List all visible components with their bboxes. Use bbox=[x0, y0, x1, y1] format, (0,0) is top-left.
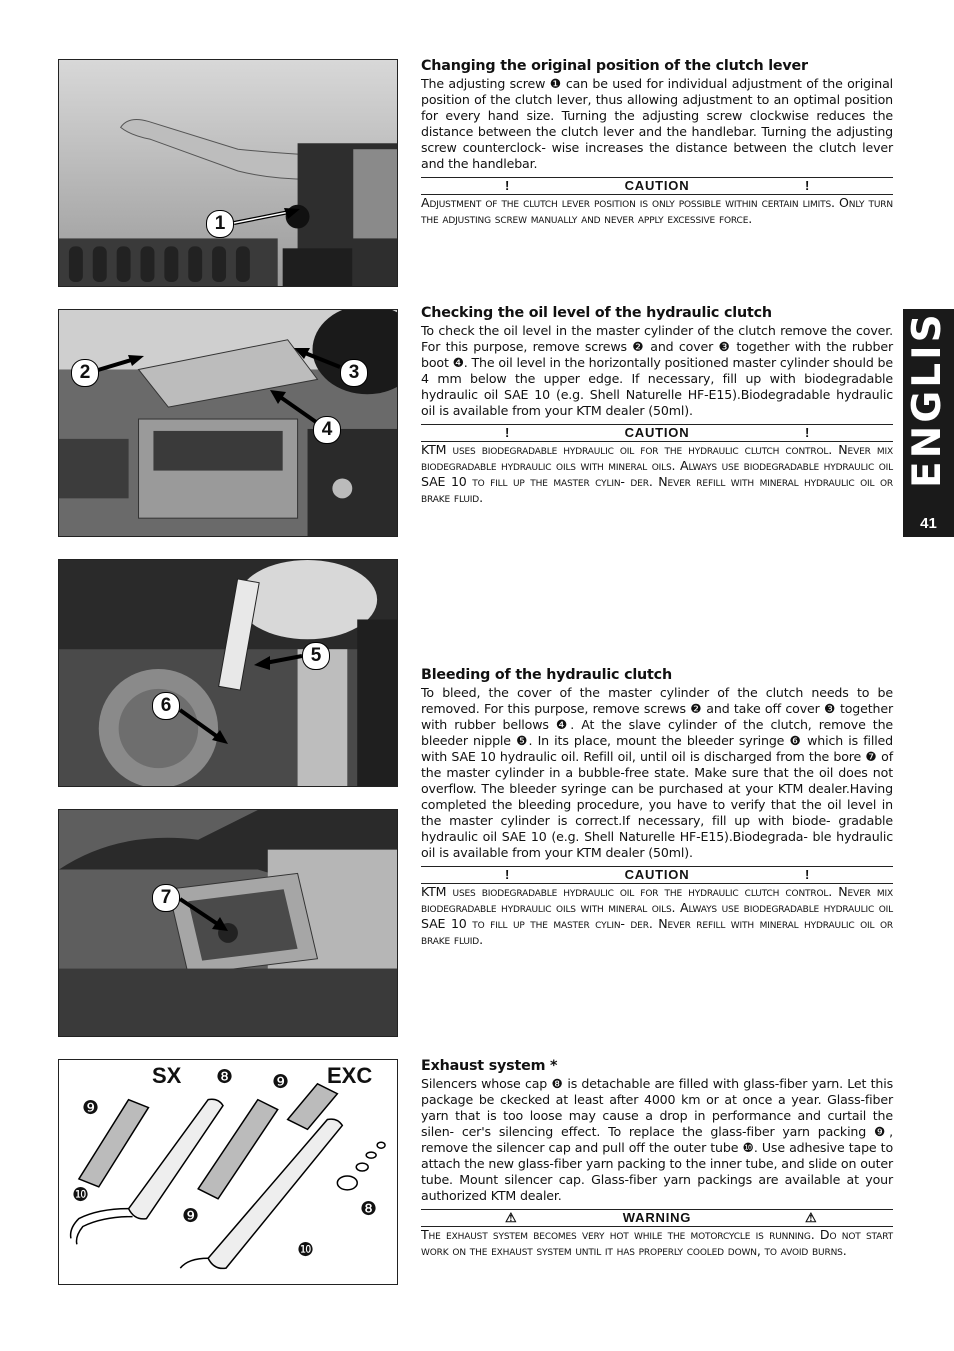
callout-arrow-2 bbox=[96, 352, 146, 374]
callout-arrow-4 bbox=[268, 388, 318, 428]
section-bleeding-clutch bbox=[421, 667, 893, 948]
section-title: Exhaust system * bbox=[421, 1058, 558, 1074]
callout-7: 7 bbox=[152, 884, 180, 912]
section-title: Changing the original position of the clutch lever bbox=[421, 58, 808, 74]
photo-master-cylinder-cover bbox=[58, 309, 398, 537]
caution-label: CAUTION bbox=[624, 867, 690, 882]
callout-4: 4 bbox=[313, 416, 341, 444]
section-clutch-lever-position bbox=[421, 58, 893, 227]
caution-note: KTM uses biodegradable hydraulic oil for the hydraulic clutch control. Never mix biodegradable hydraulic oils with mineral oils. Always use biodegradable hydraulic oil SAE 10 to fill up the master cylin- der. Never refill with mineral hydraulic oil or brake fluid. bbox=[421, 884, 893, 947]
caution-bar bbox=[421, 424, 893, 442]
exclamation-icon: ! bbox=[505, 178, 510, 193]
exclamation-icon: ! bbox=[805, 178, 810, 193]
exclamation-icon: ! bbox=[505, 425, 510, 440]
caution-note: Adjustment of the clutch lever position is only possible within certain limits. Only turn the adjusting screw manually and never apply excessive force. bbox=[421, 195, 893, 226]
language-tab bbox=[903, 275, 954, 537]
callout-2: 2 bbox=[71, 359, 99, 387]
callout-arrow-3 bbox=[292, 345, 342, 371]
exclamation-icon: ! bbox=[505, 867, 510, 882]
section-exhaust-system bbox=[421, 1058, 893, 1259]
diagram-callout-9-left: ❾ bbox=[82, 1097, 100, 1119]
callout-arrow-7 bbox=[178, 895, 230, 935]
section-body: Silencers whose cap ❽ is detachable are filled with glass-fiber yarn. Let this package be ckecked at least after 4000 km or at once a year. Glass-fiber yarn that is too loose may cause a drop in performance and curtail the silen- cer's silencing effect. To replace the glass-fiber yarn packing ❾, remove the silencer cap and pull off the outer tube ❿. Use adhesive tape to attach the new glass-fiber yarn packing to the inner tube, and slide on outer tube. Mount silencer cap. Glass-fiber yarn packings are available at your authorized KTM dealer. bbox=[421, 1076, 893, 1203]
caution-label: CAUTION bbox=[624, 178, 690, 193]
warning-label: WARNING bbox=[622, 1210, 692, 1225]
callout-5: 5 bbox=[302, 642, 330, 670]
diagram-callout-9-top: ❾ bbox=[272, 1071, 290, 1093]
caution-bar bbox=[421, 866, 893, 884]
section-body: The adjusting screw ❶ can be used for individual adjustment of the original position of the clutch lever, thus allowing adjustment to an optimal position for every hand size. Turning the adjusting screw clockwise reduces the distance between the clutch lever and the handlebar. Turning the adjusting screw counterclock- wise increases the distance between the clutch lever and the handlebar. bbox=[421, 76, 893, 171]
section-body: To bleed, the cover of the master cylinder of the clutch needs to be removed. For this purpose, remove screws ❷ and take off cover ❸ together with rubber bellows ❹. At the slave cylinder of the clutch, remove the bleeder nipple ❺. In its place, mount the bleeder syringe ❻ which is filled with SAE 10 hydraulic oil. Refill oil, until oil is discharged from the bore ❼ of the master cylinder in a bubble-free state. Make sure that the oil does not overflow. The bleeder syringe can be purchased at your KTM dealer.Having completed the bleeding procedure, you have to verify that the oil level in the master cylinder is correct.If necessary, fill up with biode- gradable hydraulic oil SAE 10 (e.g. Shell Naturelle HF-E15).Biodegrada- ble hydraulic oil is available from your KTM dealer (50ml). bbox=[421, 685, 893, 860]
caution-bar bbox=[421, 177, 893, 195]
diagram-callout-10-left: ❿ bbox=[72, 1184, 90, 1206]
section-title: Checking the oil level of the hydraulic clutch bbox=[421, 305, 772, 321]
photo-clutch-lever bbox=[58, 59, 398, 287]
diagram-callout-8-top: ❽ bbox=[216, 1066, 234, 1088]
callout-1: 1 bbox=[206, 210, 234, 238]
diagram-callout-10-bottom: ❿ bbox=[297, 1239, 315, 1261]
warning-triangle-icon: ⚠ bbox=[505, 1210, 517, 1225]
exclamation-icon: ! bbox=[805, 425, 810, 440]
section-check-oil-level bbox=[421, 305, 893, 506]
diagram-label-exc: EXC bbox=[327, 1063, 373, 1088]
exclamation-icon: ! bbox=[805, 867, 810, 882]
diagram-label-sx: SX bbox=[152, 1063, 182, 1088]
caution-note: KTM uses biodegradable hydraulic oil for the hydraulic clutch control. Never mix biodegradable hydraulic oils with mineral oils. Always use biodegradable hydraulic oil SAE 10 to fill up the master cylin- der. Never refill with mineral hydraulic oil or brake fluid. bbox=[421, 442, 893, 505]
diagram-callout-8-right: ❽ bbox=[360, 1198, 378, 1220]
language-label: ENGLISH bbox=[905, 275, 950, 488]
warning-triangle-icon: ⚠ bbox=[805, 1210, 817, 1225]
callout-arrow-6 bbox=[178, 706, 230, 746]
photo-bleeder-syringe bbox=[58, 559, 398, 787]
callout-arrow-1 bbox=[232, 205, 302, 227]
callout-3: 3 bbox=[340, 359, 368, 387]
warning-bar bbox=[421, 1209, 893, 1227]
section-body: To check the oil level in the master cylinder of the clutch remove the cover. For this purpose, remove screws ❷ and cover ❸ together with the rubber boot ❹. The oil level in the horizontally positioned master cylinder should be 4 mm below the upper edge. If necessary, fill up with biodegradable hydraulic oil SAE 10 (e.g. Shell Naturelle HF-E15).Biodegradable hydraulic oil is available from your KTM dealer (50ml). bbox=[421, 323, 893, 418]
diagram-callout-9-mid: ❾ bbox=[182, 1205, 200, 1227]
section-title: Bleeding of the hydraulic clutch bbox=[421, 667, 672, 683]
page-number: 41 bbox=[920, 515, 937, 532]
caution-label: CAUTION bbox=[624, 425, 690, 440]
callout-arrow-5 bbox=[252, 650, 304, 672]
diagram-exhaust-system bbox=[58, 1059, 398, 1285]
warning-note: The exhaust system becomes very hot while the motorcycle is running. Do not start work on the exhaust system until it has properly cooled down, to avoid burns. bbox=[421, 1227, 893, 1258]
callout-6: 6 bbox=[152, 692, 180, 720]
